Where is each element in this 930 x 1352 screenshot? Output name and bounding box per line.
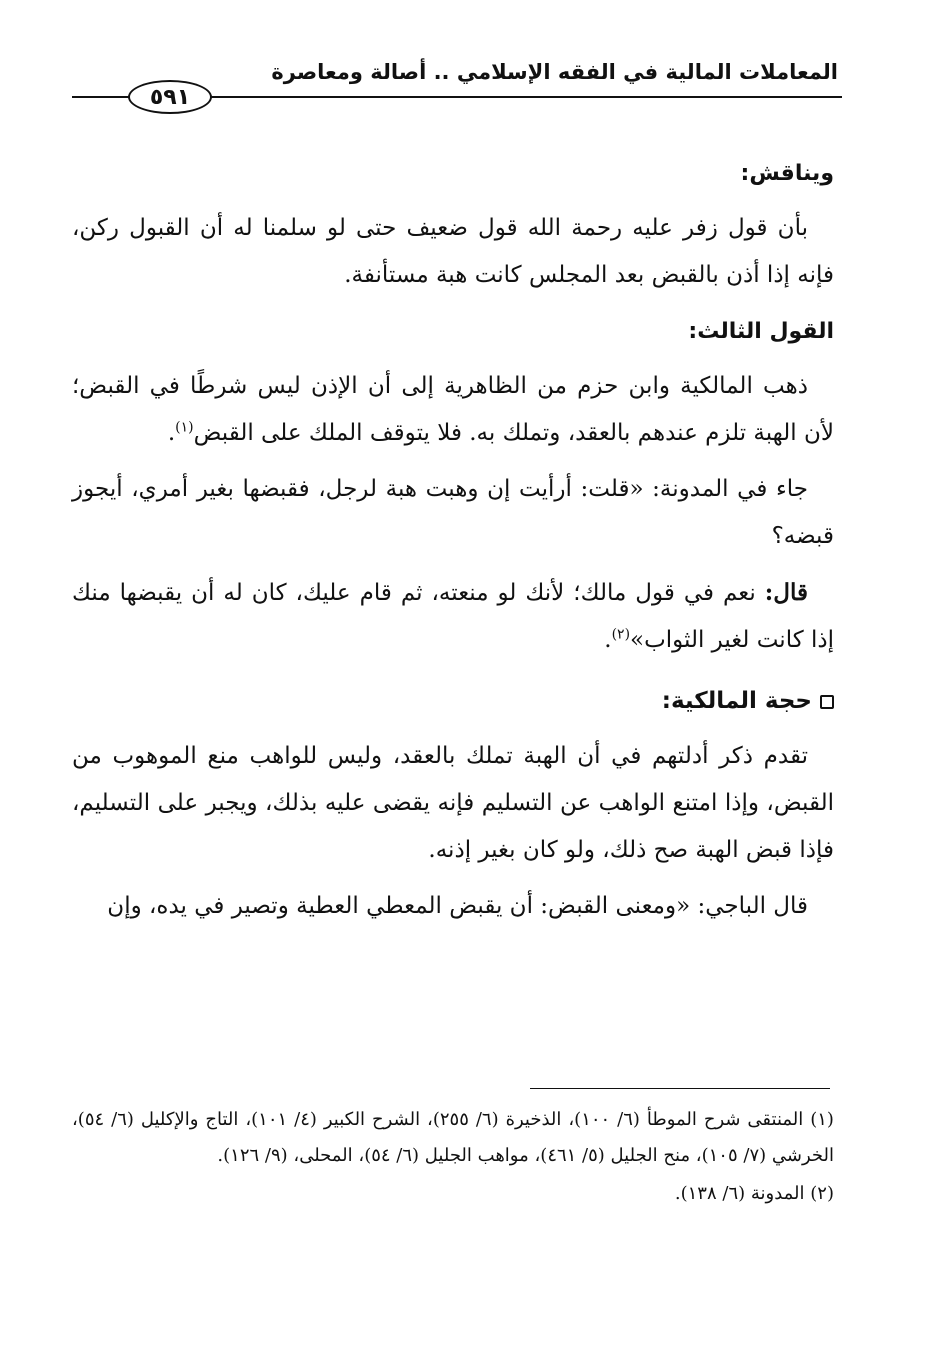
mudawwana-paragraph: جاء في المدونة: «قلت: أرأيت إن وهبت هبة لرجل، فقبضها بغير أمري، أيجوز قبضه؟ xyxy=(72,476,834,549)
footnote-1: (١) المنتقى شرح الموطأ (٦/ ١٠٠)، الذخيرة (٦/ ٢٥٥)، الشرح الكبير (٤/ ١٠١)، التاج والإكليل (٦/ ٥٤)، الخرشي (٧/ ١٠٥)، منح الجليل (٥/ ٤٦١)، مواهب الجليل (٦/ ٥٤)، المحلى، (٩/ ١٢٦). xyxy=(72,1109,834,1166)
third-opinion-text: ذهب المالكية وابن حزم من الظاهرية إلى أن الإذن ليس شرطًا في القبض؛ لأن الهبة تلزم عندهم بالعقد، وتملك به. فلا يتوقف الملك على القبض xyxy=(72,373,834,446)
qala-end: . xyxy=(604,627,612,653)
page-number: ٥٩١ xyxy=(128,80,212,114)
running-title: المعاملات المالية في الفقه الإسلامي .. أصالة ومعاصرة xyxy=(271,60,838,84)
main-text xyxy=(72,150,834,939)
third-opinion-paragraph xyxy=(72,363,834,457)
maliki-evidence-heading xyxy=(72,678,834,725)
square-bullet-icon xyxy=(820,695,834,709)
footnote-separator xyxy=(530,1088,830,1089)
qala-label: قال: xyxy=(764,579,808,606)
third-opinion-end: . xyxy=(167,420,176,446)
third-opinion-label: القول الثالث: xyxy=(688,319,834,344)
discussion-paragraph: بأن قول زفر عليه رحمة الله قول ضعيف حتى لو سلمنا له أن القبول ركن، فإنه إذا أذن بالقبض بعد المجلس كانت هبة مستأنفة. xyxy=(72,215,834,288)
maliki-evidence-paragraph: تقدم ذكر أدلتهم في أن الهبة تملك بالعقد، وليس للواهب منع الموهوب من القبض، وإذا امتنع الواهب عن التسليم فإنه يقضى عليه بذلك، ويجبر على التسليم، فإذا قبض الهبة صح ذلك، ولو كان بغير إذنه. xyxy=(72,743,834,863)
maliki-evidence-heading-text: حجة المالكية: xyxy=(661,688,812,714)
footnote-ref-2: (٢) xyxy=(611,626,631,643)
footnotes xyxy=(72,1102,834,1214)
discussion-label: ويناقش: xyxy=(740,161,834,186)
baji-paragraph: قال الباجي: «ومعنى القبض: أن يقبض المعطي العطية وتصير في يده، وإن xyxy=(107,893,808,919)
qala-text: نعم في قول مالك؛ لأنك لو منعته، ثم قام عليك، كان له أن يقبضها منك إذا كانت لغير الثواب» xyxy=(72,580,834,653)
footnote-2: (٢) المدونة (٦/ ١٣٨). xyxy=(674,1183,834,1204)
footnote-ref-1: (١) xyxy=(175,419,194,436)
qala-paragraph xyxy=(72,569,834,664)
